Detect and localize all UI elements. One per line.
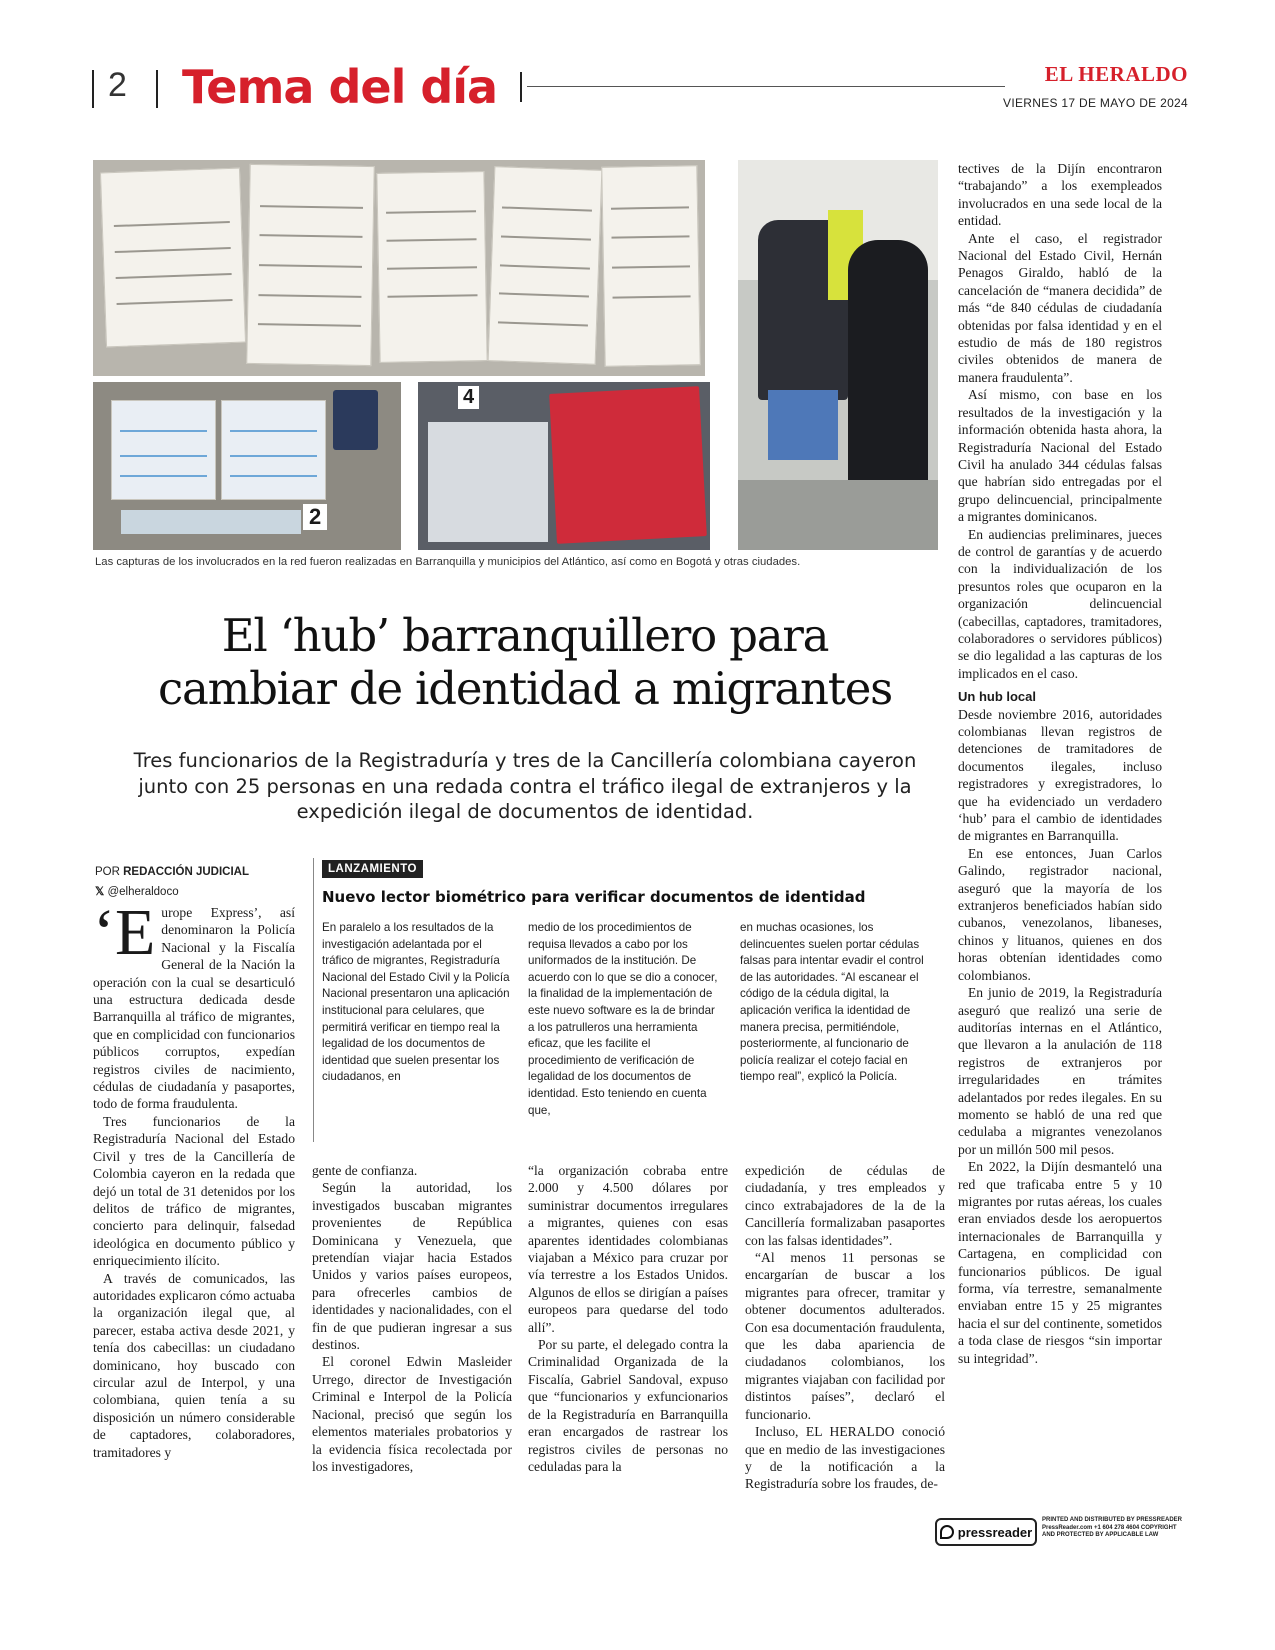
paragraph: Tres funcionarios de la Registraduría Nacional del Estado Civil y tres de la Cancillería de Colombia cayeron en la redada que dejó un total de 31 detenidos por los delitos de tráfico de migrantes, concierto para delinquir, falsedad ideológica en documento público y enriquecimiento ilícito. (93, 1113, 295, 1269)
sidebar-label: LANZAMIENTO (322, 860, 423, 878)
paragraph: En junio de 2019, la Registraduría aseguró que realizó una serie de auditorías internas en el Atlántico, que llevaron a la anulación de 118 registros de extranjeros por irregularidades en trámites adelantados por redes ilegales. En su momento se habló de una red que cedulaba a migrantes venezolanos por un millón 500 mil pesos. (958, 985, 1162, 1157)
paragraph: ‘Europe Express’, así denominaron la Policía Nacional y la Fiscalía General de la Nación la operación con la cual se desarticuló una estructura dedicada desde Barranquilla al tráfico de migrantes, que en complicidad con funcionarios públicos corruptos, expedían registros civiles de nacimiento, cédulas de ciudadanía y pasaportes, todo de forma fraudulenta. (93, 896, 295, 1112)
sidebar-title: Nuevo lector biométrico para verificar documentos de identidad (322, 888, 866, 906)
photo-caption: Las capturas de los involucrados en la red fueron realizadas en Barranquilla y municipios del Atlántico, así como en Bogotá y otras ciudades. (95, 556, 801, 568)
photo-arrest (738, 160, 938, 550)
x-icon: 𝕏 (95, 886, 105, 898)
drop-cap: ‘E (93, 896, 156, 969)
header-divider (156, 70, 158, 108)
headline-line-1: El ‘hub’ barranquillero para (221, 609, 829, 662)
headline-line-2: cambiar de identidad a migrantes (157, 661, 893, 715)
paragraph: Por su parte, el delegado contra la Criminalidad Organizada de la Fiscalía, Gabriel Sandoval, expuso que “funcionarios y exfuncionarios de la Registraduría en Barranquilla eran encargados de rastrear los registros civiles de personas no ceduladas para la (528, 1337, 728, 1474)
byline-author: REDACCIÓN JUDICIAL (123, 866, 249, 878)
paragraph: En audiencias preliminares, jueces de control de garantías y de acuerdo con la individualización de los presuntos roles que ocuparon en la organización delincuencial (cabecillas, captadores, tramitadores, colaboradores o servidores públicos) se dio legalidad a las capturas de los implicados en el caso. (958, 526, 1162, 681)
photo-label-2: 2 (303, 504, 327, 530)
article-headline (95, 610, 955, 715)
sidebar-rule (313, 858, 314, 1142)
paragraph: En ese entonces, Juan Carlos Galindo, registrador nacional, aseguró que la mayoría de los extranjeros beneficiados habían sido cubanos, venezolanos, libaneses, chinos y lituanos, quienes en dos horas obtenían identidades como colombianos. (958, 845, 1162, 983)
paragraph: Desde noviembre 2016, autoridades colombianas llevan registros de detenciones de tramitadores de documentos ilegales, incluso registradores y exregistradores, lo que ha evidenciado un verdadero ‘hub’ para el cambio de identidades de migrantes en Barranquilla. (958, 706, 1162, 844)
sidebar-column-1: En paralelo a los resultados de la investigación adelantada por el tráfico de migrantes, Registraduría Nacional del Estado Civil y la Policía Nacional presentaron una aplicación institucional para celulares, que permitirá verificar en tiempo real la legalidad de los documentos de identidad que suelen presentar los ciudadanos, en (322, 921, 510, 1084)
paragraph: Ante el caso, el registrador Nacional del Estado Civil, Hernán Penagos Giraldo, habló de la cancelación de “manera decidida” de más “de 840 cédulas de ciudadanía obtenidas por falsa identidad y en el estudio de más de 180 registros civiles obtenidos de manera de manera fraudulenta”. (958, 230, 1162, 385)
pressreader-button[interactable] (935, 1518, 1037, 1546)
paragraph: Así mismo, con base en los resultados de la investigación y la información obtenida hasta ahora, la Registraduría Nacional del Estado Civil ha anulado 344 cédulas falsas que habrían sido entregadas por el grupo delincuencial, principalmente a migrantes dominicanos. (958, 387, 1162, 525)
article-subhead: Tres funcionarios de la Registraduría y tres de la Cancillería colombiana cayeron junto con 25 personas en una redada contra el tráfico ilegal de extranjeros y la expedición ilegal de documentos de identidad. (133, 749, 917, 824)
byline (95, 866, 249, 878)
paragraph: En 2022, la Dijín desmanteló una red que traficaba entre 5 y 10 migrantes por rutas aéreas, los cuales eran enviados desde los aeropuertos internacionales de Barranquilla y Cartagena, en complicidad con funcionarios públicos. De igual forma, vía terrestre, semanalmente enviaban entre 15 y 25 migrantes hacia el sur del continente, sometidos a toda clase de riesgos “sin importar su integridad”. (958, 1159, 1162, 1366)
paragraph: “Al menos 11 personas se encargarían de buscar a los migrantes para ofrecer, tramitar y obtener documentos adulterados. Con esa documentación fraudulenta, que les daba apariencia de ciudadanos colombianos, los migrantes viajaban con facilidad por distintos países”, declaró el funcionario. (745, 1250, 945, 1422)
article-column-4 (745, 1162, 945, 1493)
header-divider (92, 70, 94, 108)
article-column-2 (312, 1162, 512, 1475)
header-divider (520, 72, 522, 102)
article-column-3 (528, 1162, 728, 1475)
copyright-note: PRINTED AND DISTRIBUTED BY PRESSREADER PressReader.com +1 604 278 4604 COPYRIGHT AND PROTECTED BY APPLICABLE LAW (1042, 1517, 1183, 1538)
newspaper-logo[interactable]: EL HERALDO (1044, 62, 1188, 86)
paragraph: expedición de cédulas de ciudadanía, y tres empleados y cinco extrabajadores de la de la Cancillería formalizaban pasaportes con las falsas identidades”. (745, 1163, 945, 1248)
handle-text: @elheraldoco (107, 886, 179, 898)
photo-documents (93, 160, 705, 376)
paragraph: El coronel Edwin Masleider Urrego, director de Investigación Criminal e Interpol de la Policía Nacional, precisó que según los elementos materiales probatorios y la evidencia física recolectada por los investigadores, (312, 1354, 512, 1474)
paragraph: Incluso, EL HERALDO conoció que en medio de las investigaciones y de la notificación a la Registraduría sobre los fraudes, de- (745, 1424, 945, 1492)
page-number: 2 (108, 66, 127, 104)
photo-cards (418, 382, 710, 550)
paragraph: tectives de la Dijín encontraron “trabajando” a los exempleados involucrados en una sede local de la entidad. (958, 161, 1162, 229)
paragraph: A través de comunicados, las autoridades explicaron cómo actuaba la organización ilegal que, al parecer, estaba activa desde 2021, y tenía dos cabecillas: un ciudadano dominicano, hoy buscado con circular azul de Interpol, y una colombiana, quien tenía a su disposición un número considerable de captadores, colaboradores, tramitadores y (93, 1270, 295, 1460)
sidebar-column-3: en muchas ocasiones, los delincuentes suelen portar cédulas falsas para intentar evadir el control de las autoridades. “Al escanear el código de la cédula digital, la aplicación verifica la identidad de manera precisa, permitiéndole, posteriormente, al funcionario de policía realizar el cotejo facial en tiempo real”, explicó la Policía. (740, 921, 924, 1084)
sidebar-column-2: medio de los procedimientos de requisa llevados a cabo por los uniformados de la institución. De acuerdo con lo que se dio a conocer, la finalidad de la implementación de este nuevo software es la de brindar a los patrulleros una herramienta eficaz, que les facilite el procedimiento de verificación de legalidad de los documentos de identidad. Esto teniendo en cuenta que, (528, 921, 718, 1117)
pressreader-brand: pressreader (957, 1524, 1033, 1540)
photo-label-4: 4 (458, 386, 479, 409)
paragraph: “la organización cobraba entre 2.000 y 4.500 dólares por suministrar documentos irregulares a migrantes, quienes con esas aparentes identidades colombianas viajaban a México para cruzar por vía terrestre a los Estados Unidos. Algunos de ellos se dirigían a países europeos para quedarse del todo allí”. (528, 1163, 728, 1335)
header-rule (527, 86, 1005, 87)
photo-passports (93, 382, 401, 550)
byline-prefix: POR (95, 866, 120, 878)
pressreader-icon (940, 1525, 954, 1539)
paragraph: gente de confianza. (312, 1163, 418, 1178)
issue-date: VIERNES 17 DE MAYO DE 2024 (1003, 96, 1188, 110)
article-column-1 (93, 896, 295, 1461)
section-subhead: Un hub local (958, 689, 1036, 705)
paragraph: Según la autoridad, los investigados buscaban migrantes provenientes de República Dominicana y Venezuela, que pretendían viajar hacia Estados Unidos y varios países europeos, para ofrecerles cambios de identidades y nacionalidades, con el fin de que pudieran ingresar a sus destinos. (312, 1180, 512, 1353)
section-title: Tema del día (182, 60, 498, 114)
article-column-5 (958, 160, 1162, 1367)
